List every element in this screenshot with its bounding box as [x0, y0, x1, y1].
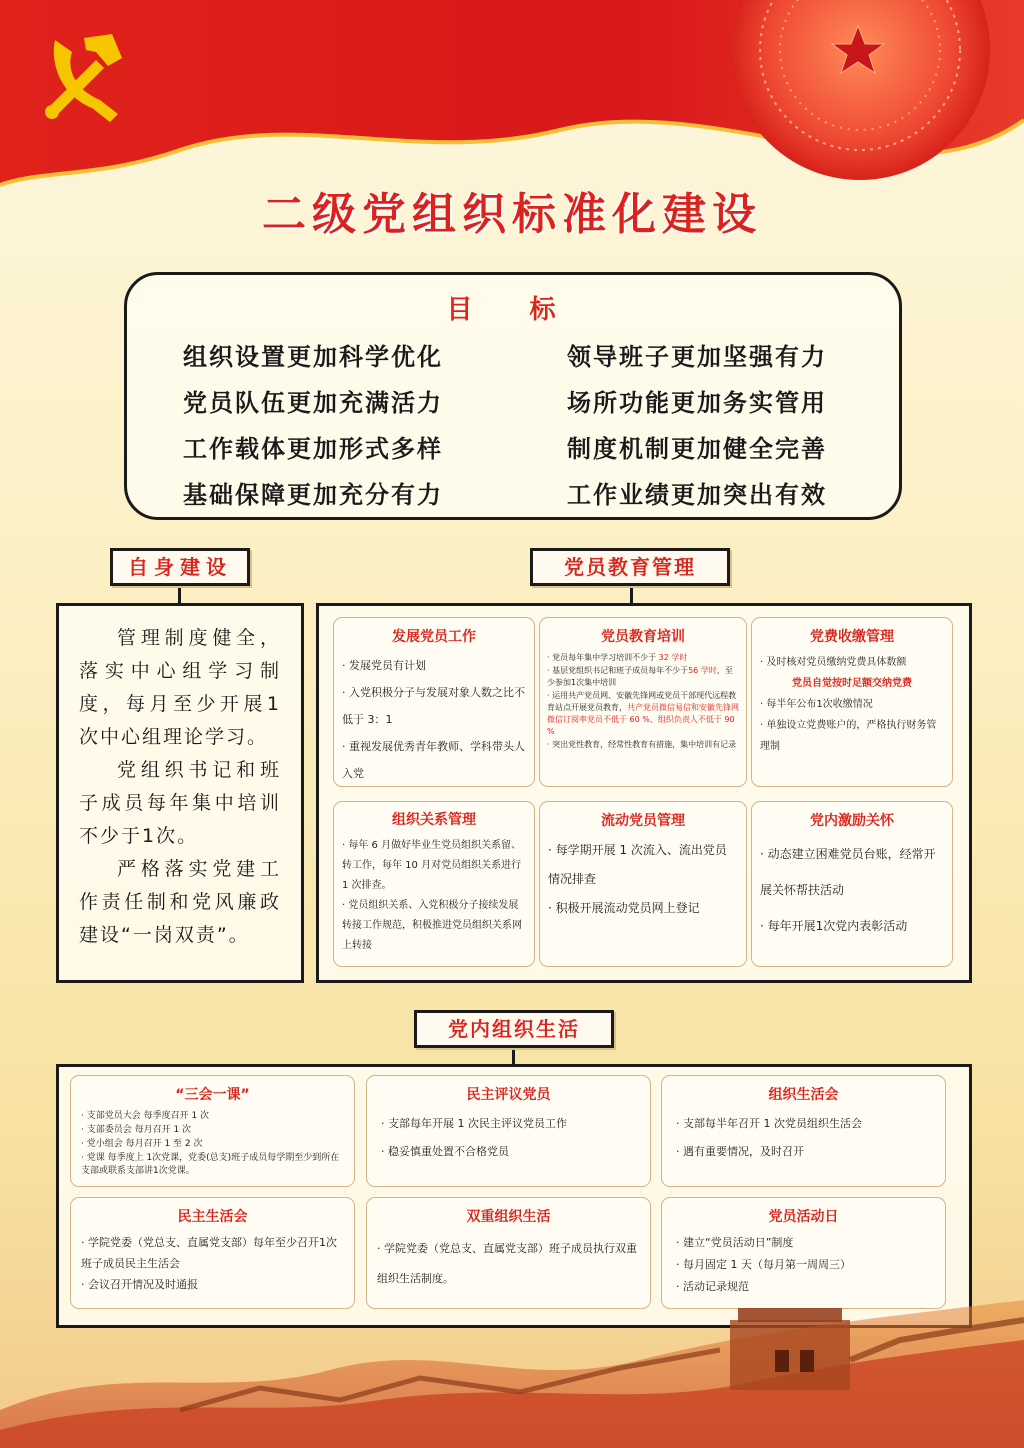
card-develop-members: [333, 617, 535, 787]
connector: [178, 585, 181, 605]
card-three-meetings: [70, 1075, 355, 1187]
card-item-highlight: 党员自觉按时足额交纳党费: [792, 678, 912, 689]
self-build-paragraph: 管理制度健全，落实中心组学习制度，每月至少开展1次中心组理论学习。: [79, 627, 281, 748]
card-item: · 重视发展优秀青年教师、学科带头人入党: [342, 740, 525, 780]
card-item: · 每学期开展 1 次流入、流出党员情况排查: [548, 843, 727, 886]
card-title: 组织关系管理: [392, 812, 476, 828]
card-item: · 每月固定 1 天（每月第一周周三）: [676, 1258, 851, 1271]
card-item-highlight: 32 学时: [658, 653, 688, 662]
card-item: · 支部每半年召开 1 次党员组织生活会: [676, 1117, 862, 1130]
card-dues-management: [751, 617, 953, 787]
life-tag: 党内组织生活: [414, 1010, 614, 1048]
card-item: · 活动记录规范: [676, 1280, 749, 1293]
card-item: · 党课 每季度上 1次党课，党委(总支)班子成员每学期至少到所在支部或联系支部讲1次党课。: [81, 1153, 340, 1176]
card-item-highlight: 共产党员微信易信和安徽先锋网微信订阅率党员不低于 60 %、组织负责人不低于 90 %: [547, 703, 739, 736]
goal-item: 场所功能更加务实管用: [567, 389, 827, 417]
card-item: · 支部党员大会 每季度召开 1 次: [81, 1111, 210, 1121]
card-title: 流动党员管理: [601, 813, 685, 829]
card-item-highlight: 56 学时: [688, 666, 717, 675]
card-mobile-members: [539, 801, 747, 967]
self-build-tag: 自身建设: [110, 548, 250, 586]
goal-item: 制度机制更加健全完善: [567, 435, 827, 463]
card-item-text: · 基层党组织书记和班子成员每年不少于: [547, 666, 689, 675]
self-build-paragraph: 党组织书记和班子成员每年集中培训不少于1次。: [79, 759, 281, 847]
card-item: · 每半年公布1次收缴情况: [760, 699, 873, 710]
card-title: 党员教育培训: [601, 629, 685, 645]
card-title: 党员活动日: [768, 1209, 839, 1225]
goal-item: 领导班子更加坚强有力: [567, 343, 827, 371]
card-item-text: · 运用共产党员网、安徽先锋网或党员干部现代远程教育站点开展党员教育，: [547, 691, 737, 712]
education-tag: 党员教育管理: [530, 548, 730, 586]
card-item: · 及时核对党员缴纳党费具体数额: [760, 657, 907, 668]
card-item: · 学院党委（党总支、直属党支部）班子成员执行双重组织生活制度。: [377, 1242, 637, 1285]
card-item: [547, 665, 739, 689]
card-relationship-management: [333, 801, 535, 967]
self-build-paragraph: 严格落实党建工作责任制和党风廉政建设“一岗双责”。: [79, 858, 281, 946]
goal-item: 基础保障更加充分有力: [183, 481, 443, 509]
card-education-training: [539, 617, 747, 787]
card-incentive-care: [751, 801, 953, 967]
self-build-text: [79, 622, 281, 952]
card-title: 双重组织生活: [466, 1209, 551, 1225]
card-item: [547, 690, 739, 738]
card-title: “三会一课”: [175, 1087, 250, 1103]
card-title: 发展党员工作: [392, 629, 476, 645]
card-item: · 党小组会 每月召开 1 至 2 次: [81, 1139, 203, 1149]
card-title: 民主评议党员: [466, 1087, 551, 1103]
goals-title: 目 标: [446, 295, 580, 325]
card-item: · 支部每年开展 1 次民主评议党员工作: [381, 1117, 567, 1130]
card-title: 党费收缴管理: [810, 629, 894, 645]
card-item: · 每年 6 月做好毕业生党员组织关系留、转工作，每年 10 月对党员组织关系进行 1 次排查。: [342, 840, 522, 891]
card-item: · 突出党性教育，经常性教育有措施，集中培训有记录: [547, 740, 737, 749]
goal-item: 工作载体更加形式多样: [183, 435, 443, 463]
card-item: · 稳妥慎重处置不合格党员: [381, 1145, 509, 1158]
connector: [630, 585, 633, 605]
card-item: · 遇有重要情况，及时召开: [676, 1145, 804, 1158]
card-item: · 发展党员有计划: [342, 659, 426, 672]
card-item: · 每年开展1次党内表彰活动: [760, 919, 908, 933]
goal-item: 工作业绩更加突出有效: [567, 481, 827, 509]
card-item: · 支部委员会 每月召开 1 次: [81, 1125, 192, 1135]
card-item: · 会议召开情况及时通报: [81, 1278, 198, 1291]
card-item: · 入党积极分子与发展对象人数之比不低于 3：1: [342, 686, 525, 726]
card-item: · 党员组织关系、入党积极分子接续发展转接工作规范，积极推进党员组织关系网上转接: [342, 900, 522, 951]
page-title: 二级党组织标准化建设: [262, 189, 762, 240]
goal-item: 组织设置更加科学优化: [183, 343, 443, 371]
card-item-text: ，至少参加1次集中培训: [547, 666, 733, 687]
card-democratic-review: [366, 1075, 651, 1187]
card-title: 党内激励关怀: [810, 813, 894, 829]
card-item: · 学院党委（党总支、直属党支部）每年至少召开1次班子成员民主生活会: [81, 1236, 337, 1270]
card-item: · 动态建立困难党员台账，经常开展关怀帮扶活动: [760, 847, 936, 897]
connector: [512, 1046, 515, 1066]
card-item: · 建立“党员活动日”制度: [676, 1236, 794, 1249]
card-item-text: · 党员每年集中学习培训不少于: [547, 653, 657, 662]
card-title: 组织生活会: [768, 1087, 839, 1103]
card-item: [547, 652, 739, 664]
card-title: 民主生活会: [177, 1209, 248, 1225]
goals-box: [124, 272, 902, 520]
card-organization-meeting: [661, 1075, 946, 1187]
goal-item: 党员队伍更加充满活力: [183, 389, 443, 417]
header-band: [0, 0, 1024, 200]
card-item: · 积极开展流动党员网上登记: [548, 901, 700, 915]
great-wall-icon: [0, 1260, 1024, 1448]
self-build-panel: [56, 603, 304, 983]
card-item: · 单独设立党费账户的，严格执行财务管理制: [760, 720, 937, 752]
